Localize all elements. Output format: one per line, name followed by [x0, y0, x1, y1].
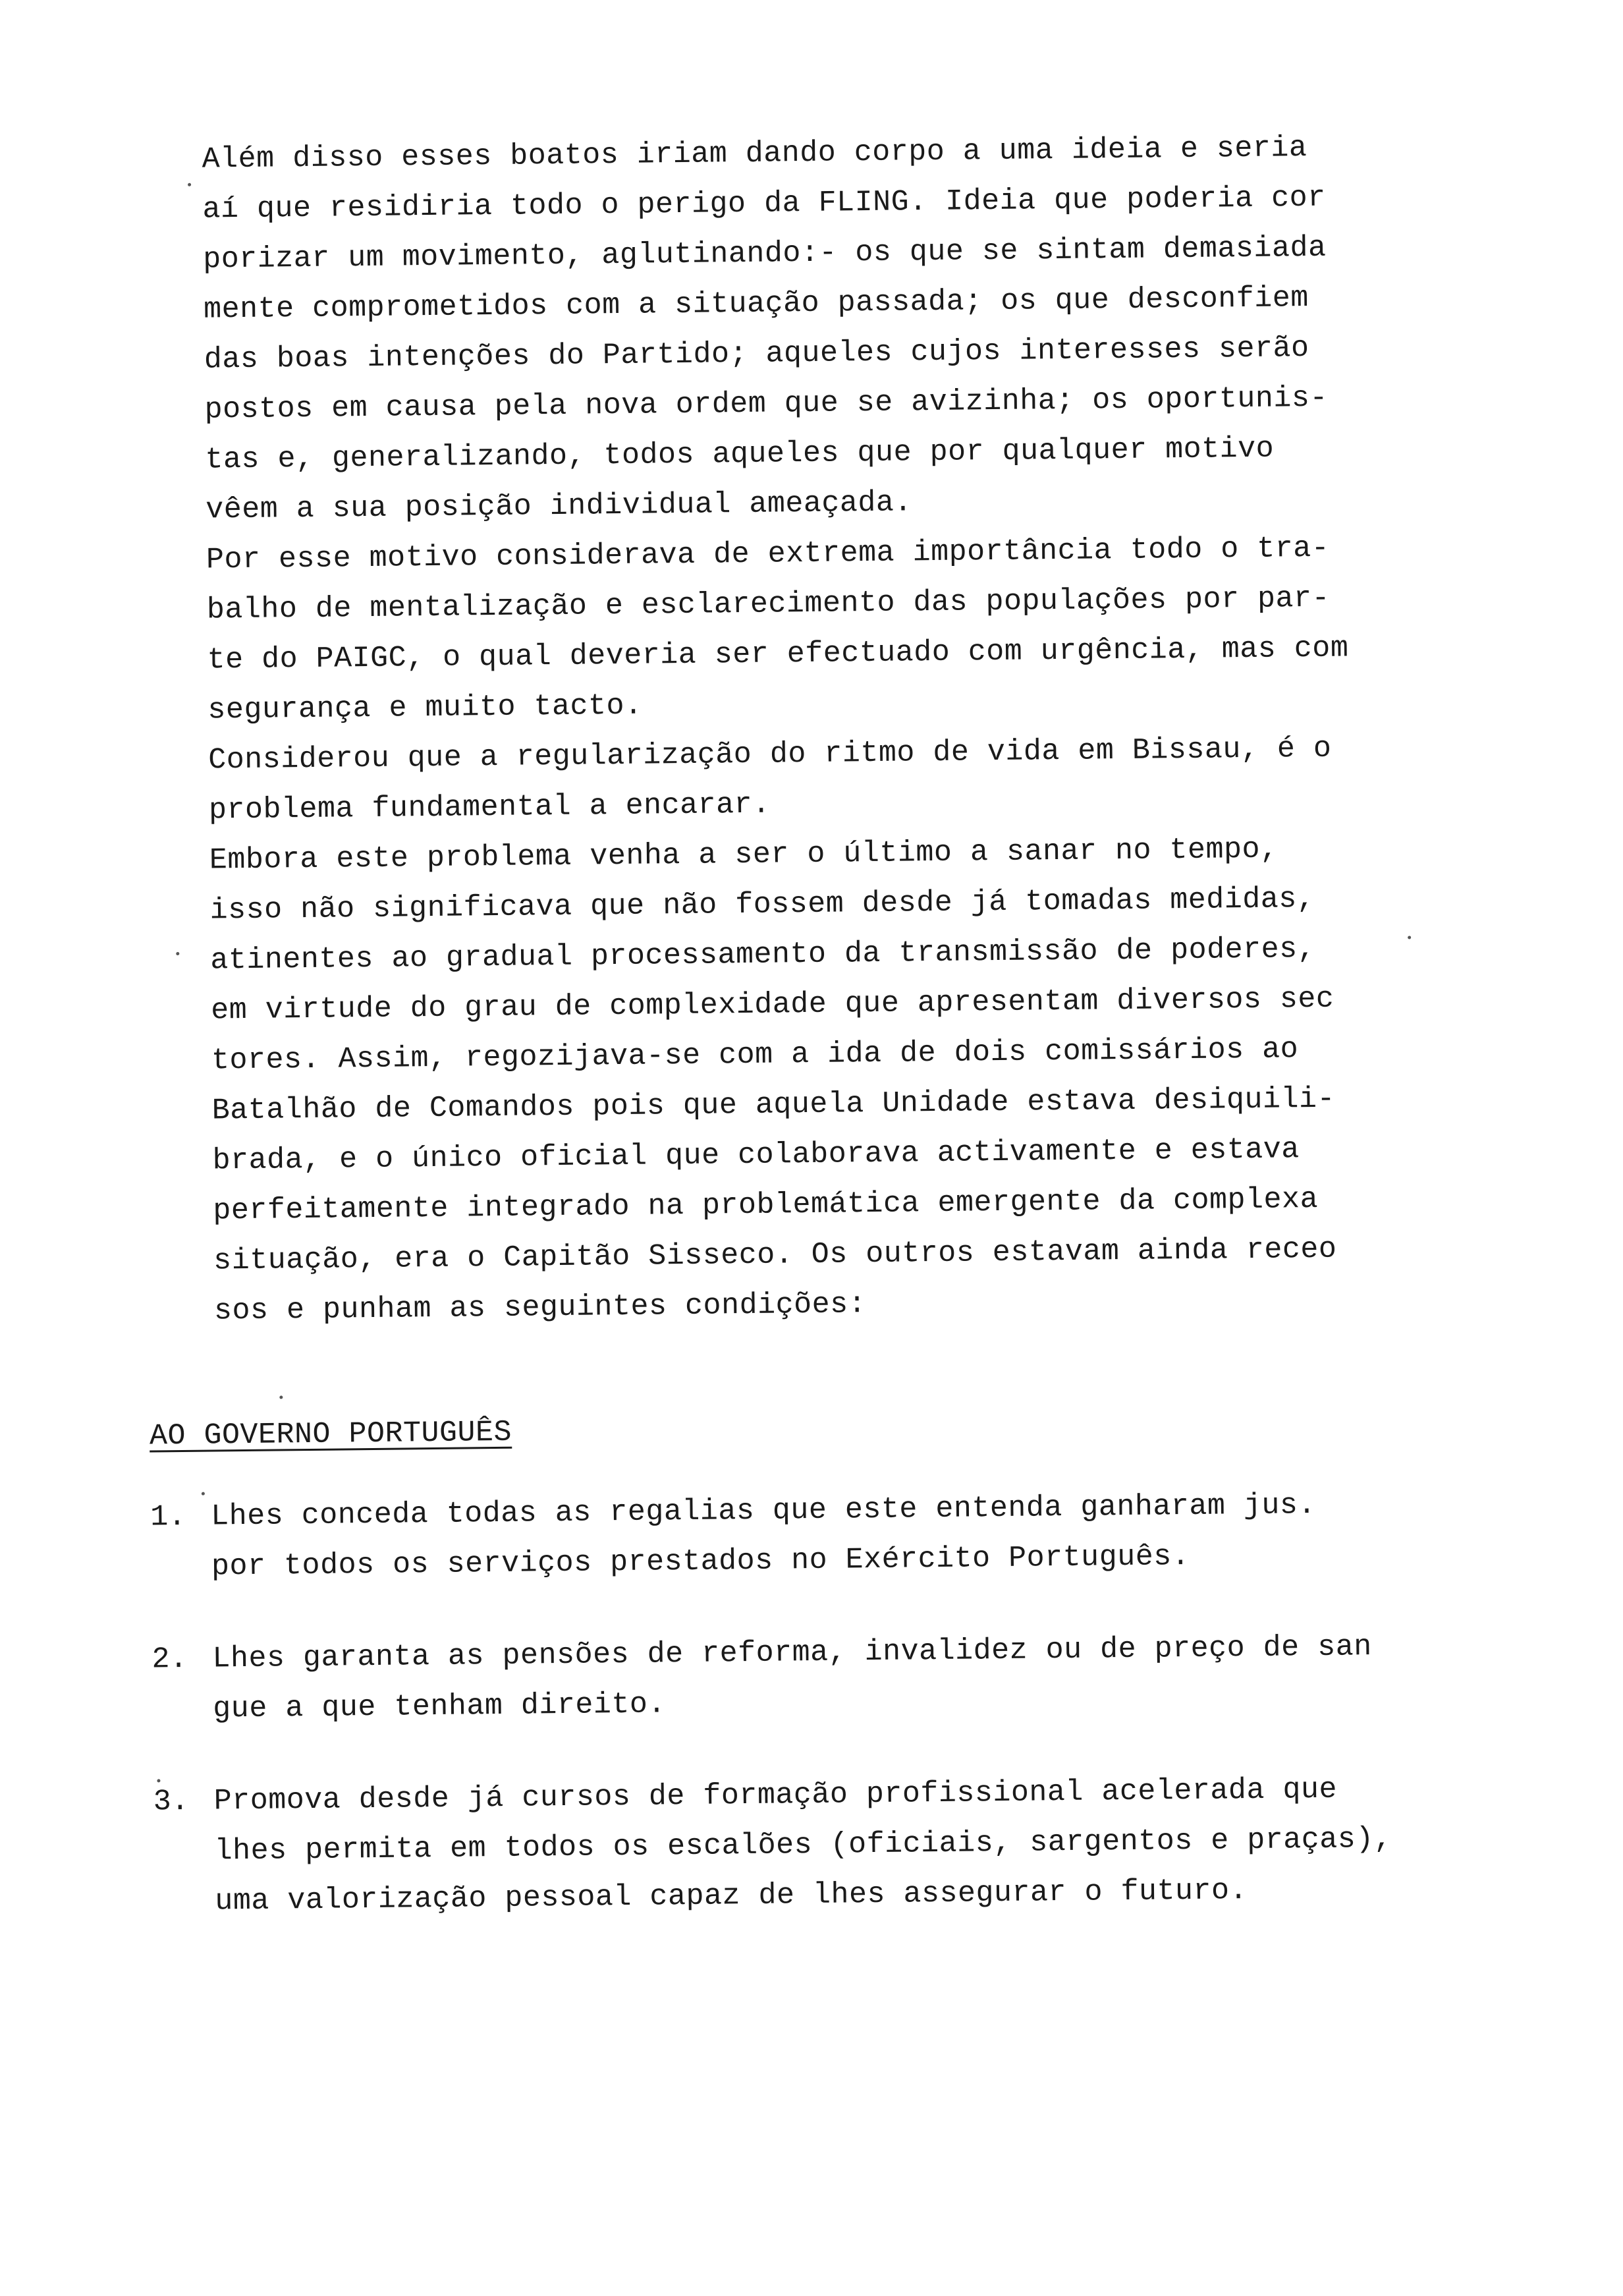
body-line: segurança e muito tacto. [207, 688, 643, 727]
list-item-number: 3. [153, 1784, 190, 1819]
body-line: tores. Assim, regozijava-se com a ida de dois comissários ao [211, 1032, 1299, 1078]
body-line: te do PAIGC, o qual deveria ser efectuado com urgência, mas com [207, 631, 1349, 677]
body-line: das boas intenções do Partido; aqueles cujos interesses serão [204, 331, 1309, 377]
scan-speck [157, 1779, 160, 1782]
conditions-list [150, 1480, 1406, 1970]
body-line: postos em causa pela nova ordem que se avizinha; os oportunis- [204, 381, 1329, 427]
body-line: perfeitamente integrado na problemática emergente da complexa [213, 1182, 1319, 1228]
list-item [150, 1480, 1402, 1593]
body-line: Embora este problema venha a ser o último a sanar no tempo, [209, 832, 1279, 878]
body-line: situação, era o Capitão Sisseco. Os outros estavam ainda receo [213, 1232, 1337, 1278]
list-item-line: lhes permita em todos os escalões (oficiais, sargentos e praças), [214, 1822, 1392, 1868]
body-line: mente comprometidos com a situação passada; os que desconfiem [203, 281, 1309, 327]
list-item-number: 1. [150, 1499, 186, 1534]
body-line: tas e, generalizando, todos aqueles que por qualquer motivo [205, 432, 1275, 477]
body-line: aí que residiria todo o perigo da FLING. Ideia que poderia cor [202, 181, 1326, 227]
body-line: balho de mentalização e esclarecimento das populações por par- [206, 581, 1331, 627]
body-line: brada, e o único oficial que colaborava activamente e estava [212, 1133, 1300, 1178]
body-line: Por esse motivo considerava de extrema importância todo o tra- [206, 531, 1330, 577]
list-item-line: uma valorização pessoal capaz de lhes assegurar o futuro. [215, 1874, 1248, 1918]
body-line: isso não significava que não fossem desde já tomadas medidas, [209, 882, 1315, 928]
body-line: sos e punham as seguintes condições: [213, 1287, 867, 1328]
list-item-line: Lhes garanta as pensões de reforma, invalidez ou de preço de san [212, 1630, 1372, 1676]
body-line: Além disso esses boatos iriam dando corpo a uma ideia e seria [202, 131, 1307, 177]
body-text [202, 123, 1413, 1337]
list-item-line: por todos os serviços prestados no Exército Português. [211, 1540, 1190, 1584]
body-line: problema fundamental a encarar. [208, 787, 771, 827]
body-line: vêem a sua posição individual ameaçada. [205, 486, 913, 527]
scan-speck [202, 1492, 205, 1496]
scan-speck [1408, 936, 1411, 939]
list-item [153, 1764, 1406, 1928]
list-item-line: gue a que tenham direito. [213, 1687, 667, 1726]
list-item-line: Promova desde já cursos de formação profissional acelerada que [213, 1772, 1338, 1818]
scan-speck [176, 952, 179, 955]
list-item [151, 1622, 1404, 1735]
scan-speck [279, 1395, 283, 1399]
section-heading: AO GOVERNO PORTUGUÊS [149, 1415, 512, 1453]
body-line: Considerou que a regularização do ritmo de vida em Bissau, é o [207, 731, 1332, 777]
body-line: em virtude do grau de complexidade que apresentam diversos sec [210, 982, 1334, 1028]
body-line: atinentes ao gradual processamento da transmissão de poderes, [210, 932, 1316, 978]
scan-speck [188, 183, 191, 186]
list-item-number: 2. [151, 1642, 188, 1677]
list-item-line: Lhes conceda todas as regalias que este entenda ganharam jus. [210, 1488, 1317, 1534]
body-line: porizar um movimento, aglutinando:- os que se sintam demasiada [203, 231, 1327, 277]
body-line: Batalhão de Comandos pois que aquela Unidade estava desiquili- [211, 1082, 1336, 1128]
